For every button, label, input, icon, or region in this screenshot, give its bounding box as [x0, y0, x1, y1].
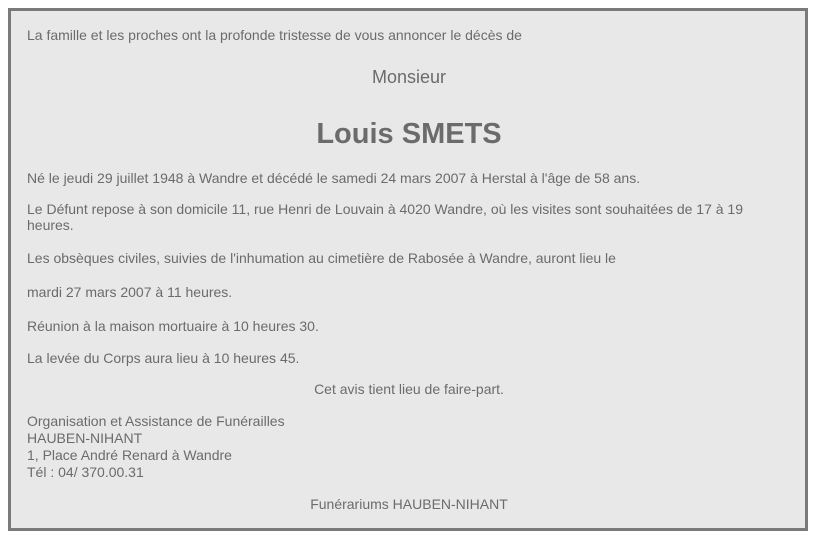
funeral-intro-text: Les obsèques civiles, suivies de l'inhumation au cimetière de Rabosée à Wandre, auront lieu le: [27, 250, 616, 266]
meeting-text: Réunion à la maison mortuaire à 10 heures 30.: [27, 318, 319, 334]
lifting-text: La levée du Corps aura lieu à 10 heures 45.: [27, 350, 300, 366]
intro-text: La famille et les proches ont la profonde tristesse de vous annoncer le décès de: [27, 27, 522, 43]
deceased-name: Louis SMETS: [316, 118, 502, 150]
funeral-date-text: mardi 27 mars 2007 à 11 heures.: [27, 284, 233, 300]
rest-place-text: Le Défunt repose à son domicile 11, rue Henri de Louvain à 4020 Wandre, où les visites sont souhaitées de 17 à 19 heures.: [27, 201, 744, 233]
organizer-company: HAUBEN-NIHANT: [27, 430, 143, 446]
organizer-phone: Tél : 04/ 370.00.31: [27, 464, 144, 480]
footer-text: Funérariums HAUBEN-NIHANT: [310, 496, 508, 512]
birth-death-text: Né le jeudi 29 juillet 1948 à Wandre et décédé le samedi 24 mars 2007 à Herstal à l'âge de 58 ans.: [27, 170, 641, 186]
organizer-block: [27, 413, 285, 481]
obituary-notice: [8, 8, 808, 531]
civility: Monsieur: [371, 67, 447, 87]
organizer-line: Organisation et Assistance de Funérailles: [27, 413, 285, 429]
organizer-address: 1, Place André Renard à Wandre: [27, 447, 232, 463]
faire-part-text: Cet avis tient lieu de faire-part.: [314, 381, 504, 397]
